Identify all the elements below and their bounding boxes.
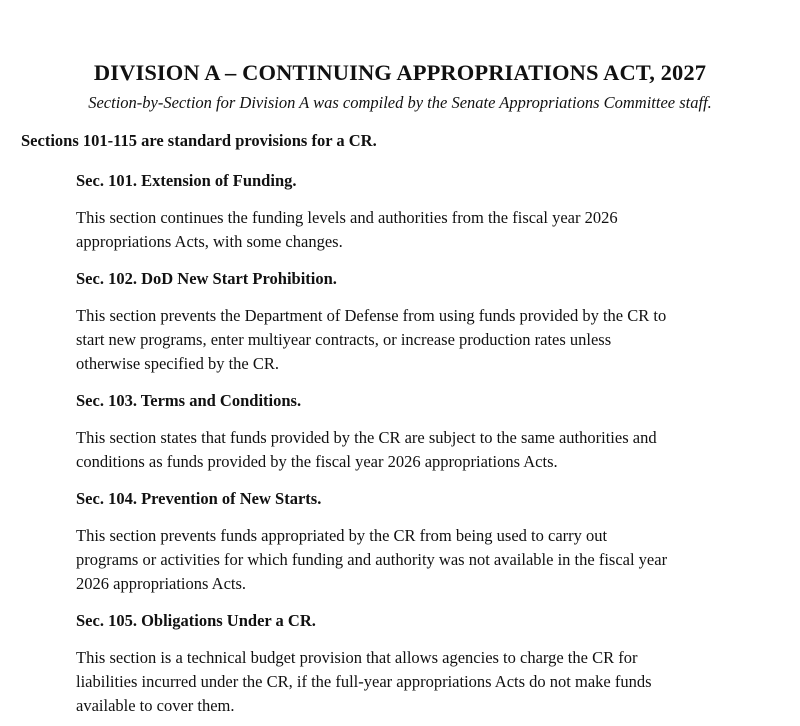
body-line: This section prevents the Department of Defense from using funds provided by the CR to (76, 306, 667, 325)
section-body (76, 304, 776, 376)
section-104 (76, 489, 776, 596)
body-line: This section continues the funding levels and authorities from the fiscal year 2026 (76, 208, 618, 227)
body-line: 2026 appropriations Acts. (76, 574, 247, 593)
body-line: This section prevents funds appropriated by the CR from being used to carry out (76, 526, 608, 545)
section-heading: Sec. 101. Extension of Funding. (76, 171, 297, 190)
section-heading: Sec. 105. Obligations Under a CR. (76, 611, 316, 630)
intro-statement: Sections 101-115 are standard provisions for a CR. (21, 131, 377, 150)
body-line: liabilities incurred under the CR, if the full-year appropriations Acts do not make funds (76, 672, 652, 691)
section-heading: Sec. 104. Prevention of New Starts. (76, 489, 322, 508)
section-heading: Sec. 102. DoD New Start Prohibition. (76, 269, 337, 288)
section-103 (76, 391, 776, 474)
section-heading: Sec. 103. Terms and Conditions. (76, 391, 302, 410)
section-body (76, 524, 776, 596)
document-subtitle: Section-by-Section for Division A was compiled by the Senate Appropriations Committee staff. (88, 93, 712, 112)
body-line: start new programs, enter multiyear contracts, or increase production rates unless (76, 330, 612, 349)
section-body (76, 206, 776, 254)
section-105 (76, 611, 776, 718)
body-line: conditions as funds provided by the fiscal year 2026 appropriations Acts. (76, 452, 558, 471)
document-title: DIVISION A – CONTINUING APPROPRIATIONS ACT, 2027 (93, 60, 707, 85)
body-line: This section states that funds provided by the CR are subject to the same authorities and (76, 428, 657, 447)
body-line: available to cover them. (76, 696, 235, 715)
body-line: programs or activities for which funding and authority was not available in the fiscal year (76, 550, 668, 569)
section-body (76, 646, 776, 718)
body-line: otherwise specified by the CR. (76, 354, 279, 373)
body-line: This section is a technical budget provision that allows agencies to charge the CR for (76, 648, 638, 667)
body-line: appropriations Acts, with some changes. (76, 232, 343, 251)
section-body (76, 426, 776, 474)
section-102 (76, 269, 776, 376)
section-101 (76, 171, 776, 254)
